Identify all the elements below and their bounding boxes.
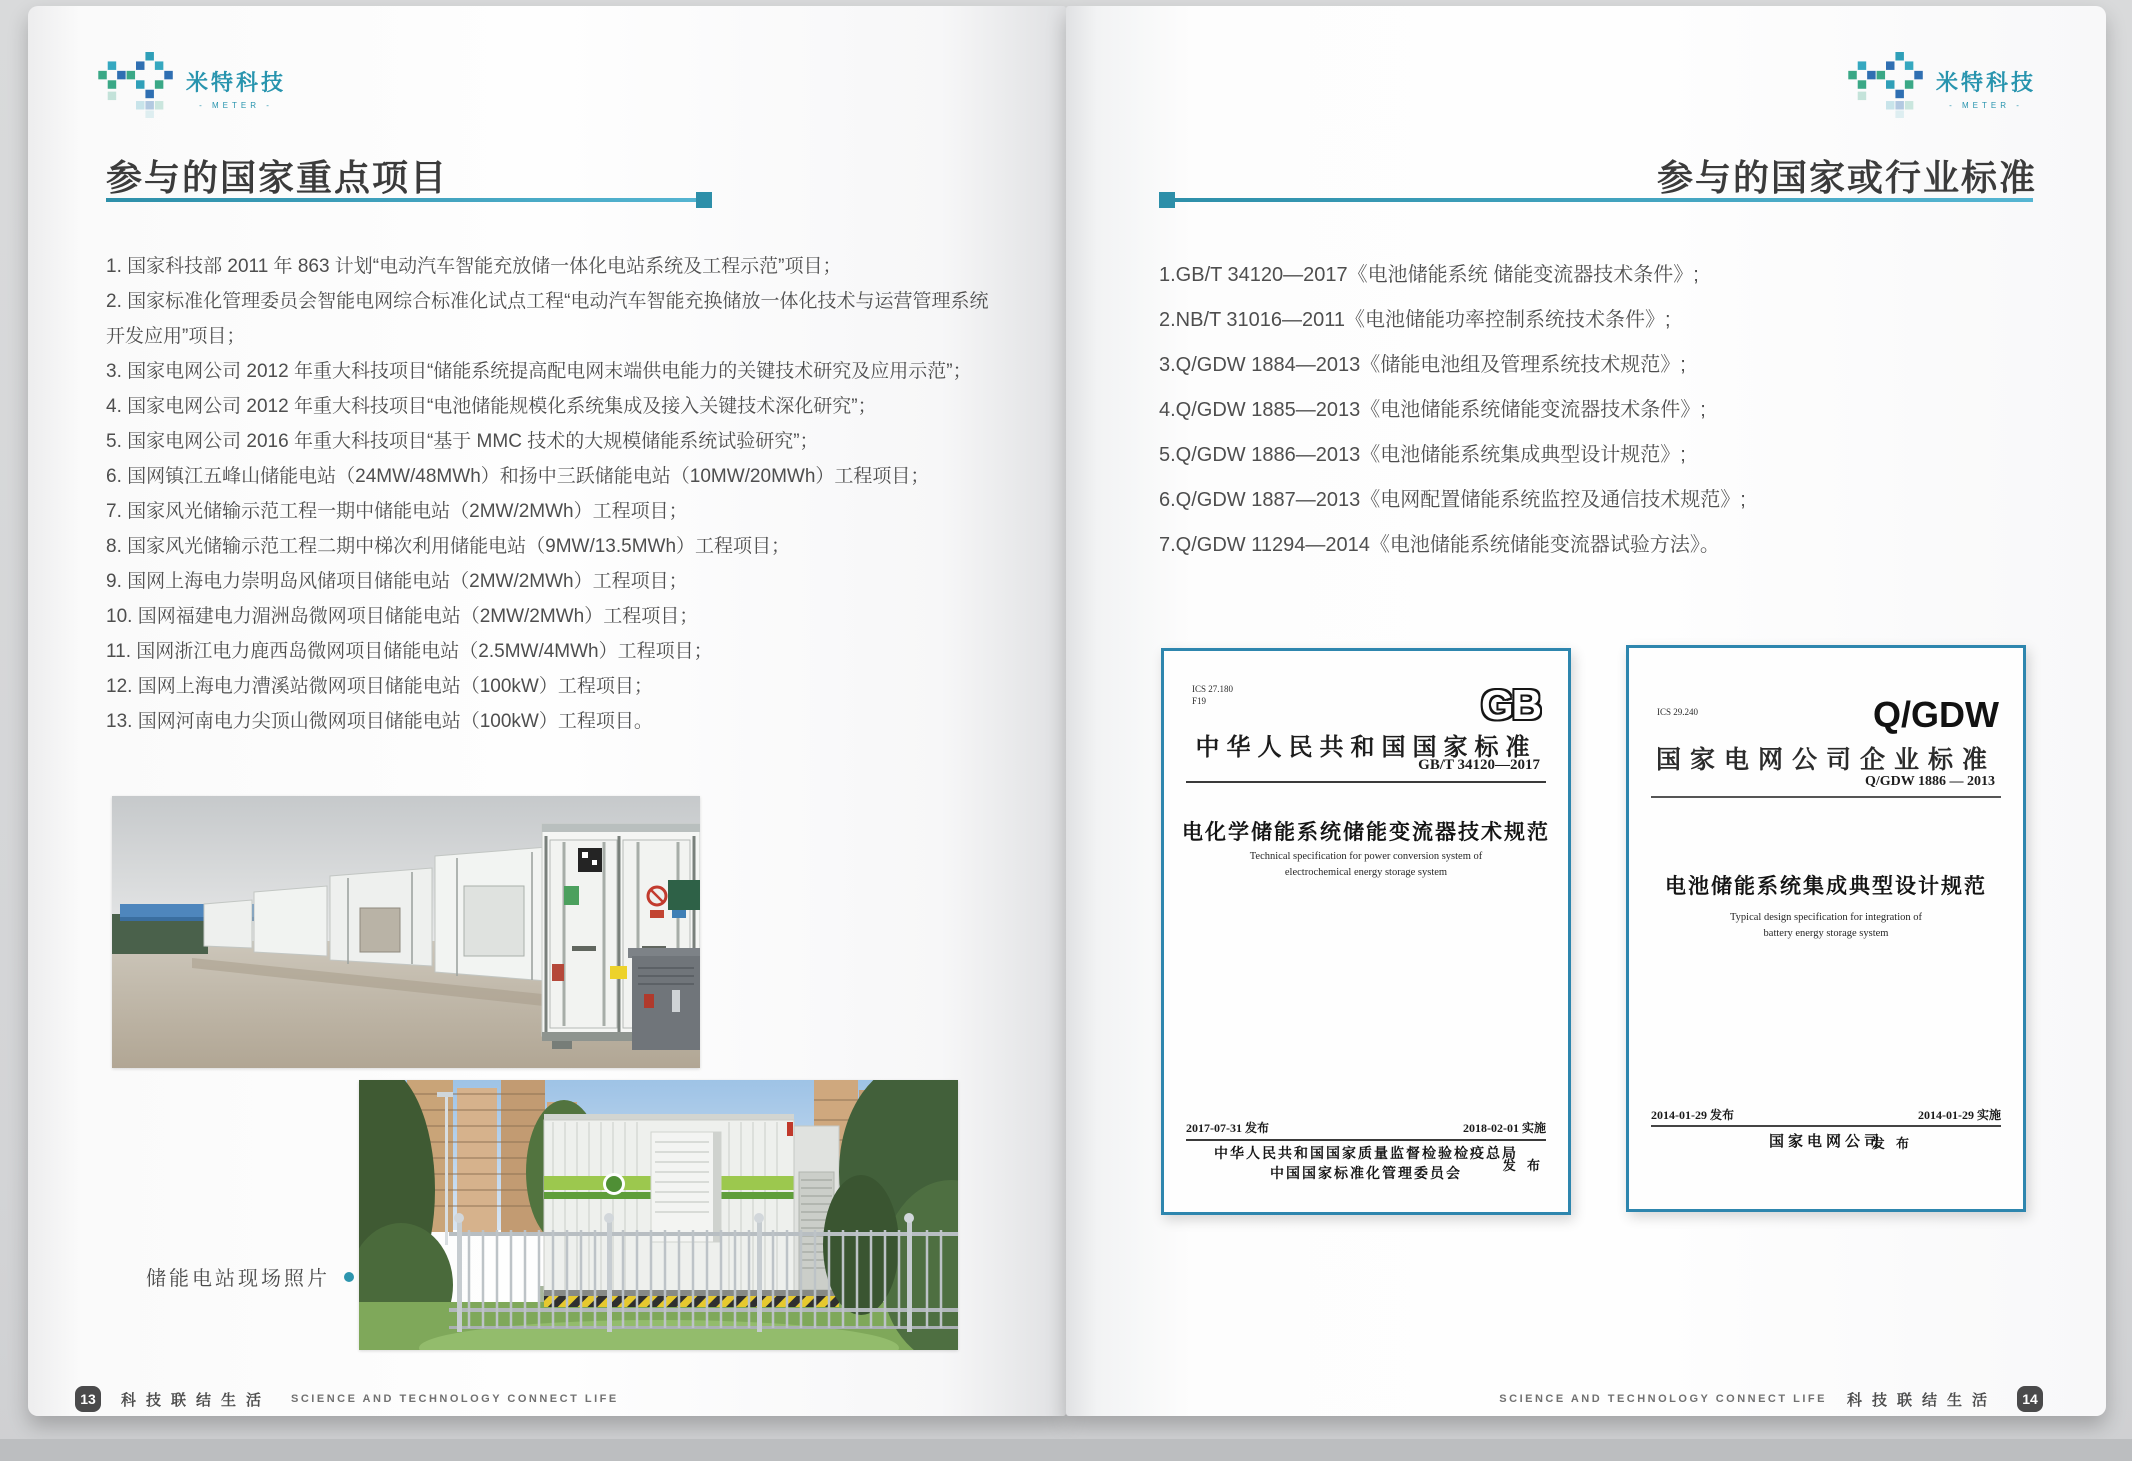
standard-item: 1.GB/T 34120—2017《电池储能系统 储能变流器技术条件》; xyxy=(1159,264,1699,286)
brand-logo xyxy=(98,52,286,118)
brand-name: 米特科技 xyxy=(1935,70,2036,95)
project-item: 2. 国家标准化管理委员会智能电网综合标准化试点工程“电动汽车智能充换储放一体化技术与运营管理系统开发应用”项目； xyxy=(106,291,989,347)
project-item: 9. 国网上海电力崇明岛风储项目储能电站（2MW/2MWh）工程项目； xyxy=(106,571,688,592)
cover-title: 电化学储能系统储能变流器技术规范 xyxy=(1182,821,1550,844)
standard-item: 7.Q/GDW 11294—2014《电池储能系统储能变流器试验方法》。 xyxy=(1159,534,1720,556)
projects-list xyxy=(106,249,998,739)
project-item: 1. 国家科技部 2011 年 863 计划“电动汽车智能充放储一体化电站系统及工程示范”项目； xyxy=(106,256,842,277)
title-rule-right xyxy=(1159,198,2033,202)
brand-logo-icon xyxy=(98,52,174,118)
right-footer xyxy=(1499,1386,2043,1412)
brand-logo xyxy=(1848,52,2036,118)
project-item: 4. 国家电网公司 2012 年重大科技项目“电池储能规模化系统集成及接入关键技术深化研究”； xyxy=(106,396,877,417)
right-page xyxy=(1066,6,2106,1416)
brand-logo-text xyxy=(186,66,286,110)
cover-publish-label: 发 布 xyxy=(1502,1158,1544,1173)
project-item: 11. 国网浙江电力鹿西岛微网项目储能电站（2.5MW/4MWh）工程项目； xyxy=(106,641,713,662)
cover-subtitle-en: Typical design specification for integration of battery energy storage system xyxy=(1730,912,1922,939)
right-page-title: 参与的国家或行业标准 xyxy=(1656,157,2037,198)
footer-slogan-cn: 科技联结生活 xyxy=(121,1391,272,1409)
footer-slogan-en: SCIENCE AND TECHNOLOGY CONNECT LIFE xyxy=(291,1393,619,1405)
cover-date-line xyxy=(1186,1139,1546,1141)
standard-cover-gb xyxy=(1161,648,1571,1215)
footer-slogan-en: SCIENCE AND TECHNOLOGY CONNECT LIFE xyxy=(1499,1393,1827,1405)
cover-subtitle-en: Technical specification for power conversion system of electrochemical energy storage system xyxy=(1249,851,1483,878)
project-item: 5. 国家电网公司 2016 年重大科技项目“基于 MMC 技术的大规模储能系统试验研究”； xyxy=(106,431,819,452)
standard-item: 3.Q/GDW 1884—2013《储能电池组及管理系统技术规范》; xyxy=(1159,354,1686,376)
project-item: 7. 国家风光储输示范工程一期中储能电站（2MW/2MWh）工程项目； xyxy=(106,501,688,522)
cover-dates xyxy=(1651,1106,2001,1123)
gb-emblem: GB xyxy=(1481,681,1540,728)
left-footer xyxy=(75,1386,619,1412)
left-page-title: 参与的国家重点项目 xyxy=(106,157,449,198)
cover-issue-date: 2017-07-31 发布 xyxy=(1186,1121,1269,1135)
footer-slogan-cn: 科技联结生活 xyxy=(1846,1391,1997,1409)
cover-implement-date: 2014-01-29 实施 xyxy=(1918,1108,2001,1122)
standard-item: 4.Q/GDW 1885—2013《电池储能系统储能变流器技术条件》; xyxy=(1159,399,1706,421)
photo-storage-station-fenced xyxy=(359,1080,958,1350)
rule-endcap-left xyxy=(1159,192,1175,208)
cover-standard-type: 中华人民共和国国家标准 xyxy=(1195,735,1537,761)
brand-name: 米特科技 xyxy=(186,70,287,95)
standard-item: 5.Q/GDW 1886—2013《电池储能系统集成典型设计规范》; xyxy=(1159,444,1686,466)
page-number-badge: 14 xyxy=(2017,1386,2043,1412)
cover-divider xyxy=(1186,781,1546,783)
cover-standard-code: GB/T 34120—2017 xyxy=(1418,757,1540,773)
page-number-badge: 13 xyxy=(75,1386,101,1412)
brand-tagline: - METER - xyxy=(199,101,273,110)
project-item: 12. 国网上海电力漕溪站微网项目储能电站（100kW）工程项目； xyxy=(106,676,653,697)
cover-ics-code: ICS 27.180 F19 xyxy=(1192,684,1234,706)
brand-logo-text xyxy=(1936,66,2036,110)
cover-publish-label: 发 布 xyxy=(1871,1136,1913,1151)
project-item: 13. 国网河南电力尖顶山微网项目储能电站（100kW）工程项目。 xyxy=(106,711,653,732)
title-rule-left xyxy=(106,198,712,202)
rule-endcap-right xyxy=(696,192,712,208)
cover-divider xyxy=(1651,796,2001,798)
standard-cover-qgdw xyxy=(1626,645,2026,1212)
cover-dates xyxy=(1186,1119,1546,1136)
cover-standard-type: 国家电网公司企业标准 xyxy=(1655,747,1996,774)
standards-list xyxy=(1159,253,2059,568)
cover-standard-code: Q/GDW 1886 — 2013 xyxy=(1864,774,1995,789)
photo-caption-text: 储能电站现场照片 xyxy=(146,1268,330,1290)
cover-date-line xyxy=(1651,1125,2001,1127)
standard-item: 2.NB/T 31016—2011《电池储能功率控制系统技术条件》; xyxy=(1159,309,1671,331)
cover-ics-code: ICS 29.240 xyxy=(1657,707,1699,717)
brand-tagline: - METER - xyxy=(1949,101,2023,110)
cover-issue-date: 2014-01-29 发布 xyxy=(1651,1108,1734,1122)
standard-item: 6.Q/GDW 1887—2013《电网配置储能系统监控及通信技术规范》; xyxy=(1159,489,1746,511)
project-item: 10. 国网福建电力湄洲岛微网项目储能电站（2MW/2MWh）工程项目； xyxy=(106,606,699,627)
left-page xyxy=(28,6,1066,1416)
photo-storage-station-yard xyxy=(112,796,700,1068)
project-item: 8. 国家风光储输示范工程二期中梯次利用储能电站（9MW/13.5MWh）工程项目； xyxy=(106,536,791,557)
table-edge xyxy=(0,1439,2132,1461)
cover-issuer: 中华人民共和国国家质量监督检验检疫总局 中国国家标准化管理委员会 xyxy=(1214,1147,1518,1182)
cover-issuer: 国家电网公司 xyxy=(1768,1134,1883,1150)
project-item: 6. 国网镇江五峰山储能电站（24MW/48MWh）和扬中三跃储能电站（10MW/20MWh）工程项目； xyxy=(106,466,930,487)
qgdw-emblem: Q/GDW xyxy=(1873,694,1999,735)
cover-title: 电池储能系统集成典型设计规范 xyxy=(1665,875,1987,898)
caption-dot xyxy=(344,1272,354,1282)
cover-implement-date: 2018-02-01 实施 xyxy=(1463,1121,1546,1135)
project-item: 3. 国家电网公司 2012 年重大科技项目“储能系统提高配电网末端供电能力的关键技术研究及应用示范”； xyxy=(106,361,972,382)
photo-caption xyxy=(146,1262,354,1291)
brand-logo-icon xyxy=(1848,52,1924,118)
